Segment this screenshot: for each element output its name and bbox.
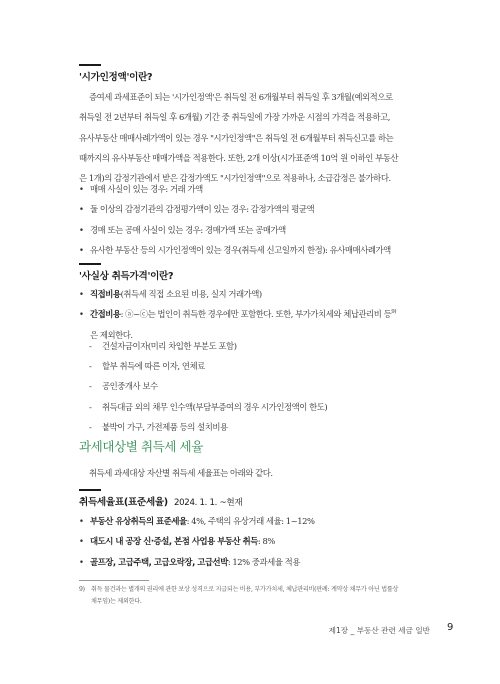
list-item [79,179,391,199]
bullet-icon: • [79,516,84,526]
rate-value: : 12% 중과세율 적용 [227,556,300,567]
list-item: - 붙박이 가구, 가전제품 등의 설치비용 [89,421,228,432]
list-item-text: 경매 또는 공매 사실이 있는 경우: 경매가액 또는 공매가액 [90,224,286,235]
paragraph-line: 때까지의 유사부동산 매매가액을 적용한다. 또한, 2개 이상(시가표준액 10억 원 이하인 부동산 [79,152,399,163]
list-item: - 공인중개사 보수 [89,381,158,392]
list-item [79,284,396,304]
list-item: - 건설자금이자(미리 차입한 부분도 포함) [89,341,237,351]
footnote-number: 9) [79,586,85,593]
indirect-cost-text: : ⓐ~ⓒ는 법인이 취득한 경우에만 포함한다. 또한, 부가가치세와 체납관리비 등 [120,309,392,320]
list-item [79,199,391,219]
section-title-rule [79,64,101,66]
list-item [79,511,315,531]
bullet-icon: • [79,556,84,567]
list-item-text: 건설자금이자(미리 차입한 부분도 포함) [102,341,237,351]
list-item-text: 유사한 부동산 등의 시가인정액이 있는 경우(취득세 신고일까지 한정): 유사매매사례가액 [90,244,391,255]
market-value-bullet-list [79,179,391,260]
bullet-icon: • [79,536,84,547]
list-item [79,304,396,324]
tax-rates-intro [79,463,419,483]
rate-label: 대도시 내 공장 신·증설, 본점 사업용 부동산 취득 [90,536,258,547]
list-item-text: 붙박이 가구, 가전제품 등의 설치비용 [102,421,228,432]
footnote-line: 취득 물건과는 별개의 권리에 관한 보상 성격으로 지급되는 비용, 부가가치세, 체납관리비(판례: 계약상 채무가 아닌 법률상 [91,586,399,593]
list-item-text: 취득대금 외의 채무 인수액(부담부증여의 경우 시가인정액이 한도) [102,401,328,412]
paragraph-line: 은 1개)의 감정기관에서 받은 감정가액도 "시가인정액"으로 적용하나, 소급감정은 불가하다. [79,173,391,184]
paragraph-line: 증여세 과세표준이 되는 '시가인정액'은 취득일 전 6개월부터 취득일 후 3개월(예외적으로 [89,92,393,102]
page-number: 9 [447,622,454,633]
section-title-rule [79,489,101,491]
market-value-paragraph [79,87,419,188]
bullet-icon: • [79,309,84,320]
table-date: 2024. 1. 1. ~현재 [173,498,243,508]
list-item: - 할부 취득에 따른 이자, 연체료 [89,361,205,372]
indirect-cost-text-cont: 은 제외한다. [90,329,133,340]
section-title-actual-price: '사실상 취득가격'이란? [79,271,174,282]
bullet-icon: • [79,244,84,255]
bullet-icon: • [79,204,84,215]
list-item-text: 공인중개사 보수 [102,381,158,392]
list-item [79,552,315,572]
section-heading-tax-rates: 과세대상별 취득세 세율 [79,439,203,454]
tax-rate-list [79,511,315,572]
footnote [79,584,424,607]
footnote-line: 채무임)는 제외한다. [91,597,142,605]
list-item [79,531,315,551]
rate-label: 부동산 유상취득의 표준세율 [90,516,187,526]
direct-cost-text: (취득세 직접 소요된 비용, 실지 거래가액) [120,289,262,299]
list-item-text: 할부 취득에 따른 이자, 연체료 [102,361,205,372]
paragraph-line: 취득세 과세대상 자산별 취득세 세율표는 아래와 같다. [89,468,273,478]
list-item-text: 매매 사실이 있는 경우: 거래 가액 [90,184,203,194]
bullet-icon: • [79,184,84,194]
footnote-ref[interactable]: 9) [391,309,397,316]
list-item: - 취득대금 외의 채무 인수액(부담부증여의 경우 시가인정액이 한도) [89,401,328,412]
list-item-text: 둘 이상의 감정기관의 감정평가액이 있는 경우: 감정가액의 평균액 [90,204,315,215]
list-item [79,240,391,260]
rate-value: : 8% [257,536,275,547]
paragraph-line: 취득일 전 2년부터 취득일 후 6개월) 기간 중 취득일에 가장 가까운 시점의 가격을 적용하고, [79,112,390,123]
footer-chapter-title: 제1장 _ 부동산 관련 세금 일반 [328,626,430,635]
section-title-rule [79,263,101,265]
rate-label: 골프장, 고급주택, 고급오락장, 고급선박 [90,556,228,567]
indirect-cost-label: 간접비용 [90,309,121,320]
direct-cost-label: 직접비용 [90,289,121,299]
bullet-icon: • [79,289,84,299]
section-title-market-value: '시가인정액'이란? [79,72,153,83]
footnote-divider [79,580,149,581]
tax-rate-table-title [79,494,242,508]
rate-value: : 4%, 주택의 유상거래 세율: 1~12% [186,516,315,526]
bullet-icon: • [79,224,84,235]
paragraph-line: 유사부동산 매매사례가액이 있는 경우 "시가인정액"은 취득일 전 6개월부터 취득신고를 하는 [79,132,394,143]
indirect-cost-dash-list [89,336,327,437]
table-title-text: 취득세율표(표준세율) [79,497,168,508]
list-item [79,220,391,240]
